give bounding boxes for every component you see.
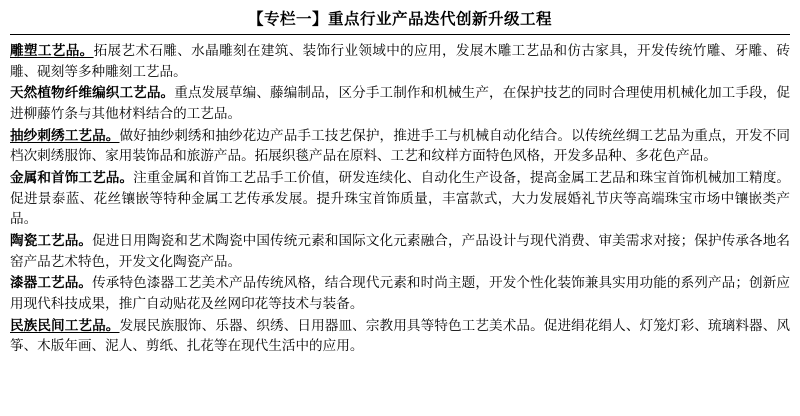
entry-term: 天然植物纤维编织工艺品。 [10,85,175,101]
entry-plant-fiber-weaving [10,83,790,124]
entry-term: 雕塑工艺品。 [10,43,94,58]
entry-term: 漆器工艺品。 [10,275,93,291]
entry-sculpture [10,41,790,82]
entry-folk-crafts [10,316,790,357]
entry-term: 金属和首饰工艺品。 [10,169,134,185]
page-title: 【专栏一】重点行业产品迭代创新升级工程 [247,11,552,28]
title-divider [10,34,790,35]
entry-lacquerware [10,273,790,314]
entry-body: 做好抽纱刺绣和抽纱花边产品手工技艺保护，推进手工与机械自动化结合。以传统丝绸工艺品为重点，开发不同档次刺绣服饰、家用装饰品和旅游产品。拓展织毯产品在原料、工艺和纹样方面特色风格，开发多品种、多花色产品。 [10,127,791,164]
entry-body: 促进日用陶瓷和艺术陶瓷中国传统元素和国际文化元素融合，产品设计与现代消费、审美需求对接；保护传承各地名窑产品艺术特色，开发文化陶瓷产品。 [10,232,791,269]
entry-embroidery [10,126,790,167]
entry-body: 拓展艺术石雕、水晶雕刻在建筑、装饰行业领域中的应用，发展木雕工艺品和仿古家具，开发传统竹雕、牙雕、砖雕、砚刻等多种雕刻工艺品。 [10,43,790,79]
entry-term: 民族民间工艺品。 [10,317,120,333]
entry-body: 传承特色漆器工艺美术产品传统风格，结合现代元素和时尚主题，开发个性化装饰兼具实用功能的系列产品；创新应用现代科技成果，推广自动贴花及丝网印花等技术与装备。 [10,275,791,311]
entry-term: 陶瓷工艺品。 [10,232,93,248]
entry-body: 注重金属和首饰工艺品手工价值，研发连续化、自动化生产设备，提高金属工艺品和珠宝首饰机械加工精度。促进景泰蓝、花丝镶嵌等特种金属工艺传承发展。提升珠宝首饰质量，丰富款式，大力发展婚礼节庆等高端珠宝市场中镶嵌类产品。 [10,169,790,227]
entry-metal-jewelry [10,168,790,230]
entry-term: 抽纱刺绣工艺品。 [10,127,120,143]
entry-body: 发展民族服饰、乐器、织绣、日用器皿、宗教用具等特色工艺美术品。促进绢花绢人、灯笼灯彩、琉璃料器、风筝、木版年画、泥人、剪纸、扎花等在现代生活中的应用。 [10,317,791,354]
entry-ceramics [10,231,790,272]
entry-body: 重点发展草编、藤编制品，区分手工制作和机械生产，在保护技艺的同时合理使用机械化加工手段，促进柳藤竹条与其他材料结合的工艺品。 [10,85,791,121]
